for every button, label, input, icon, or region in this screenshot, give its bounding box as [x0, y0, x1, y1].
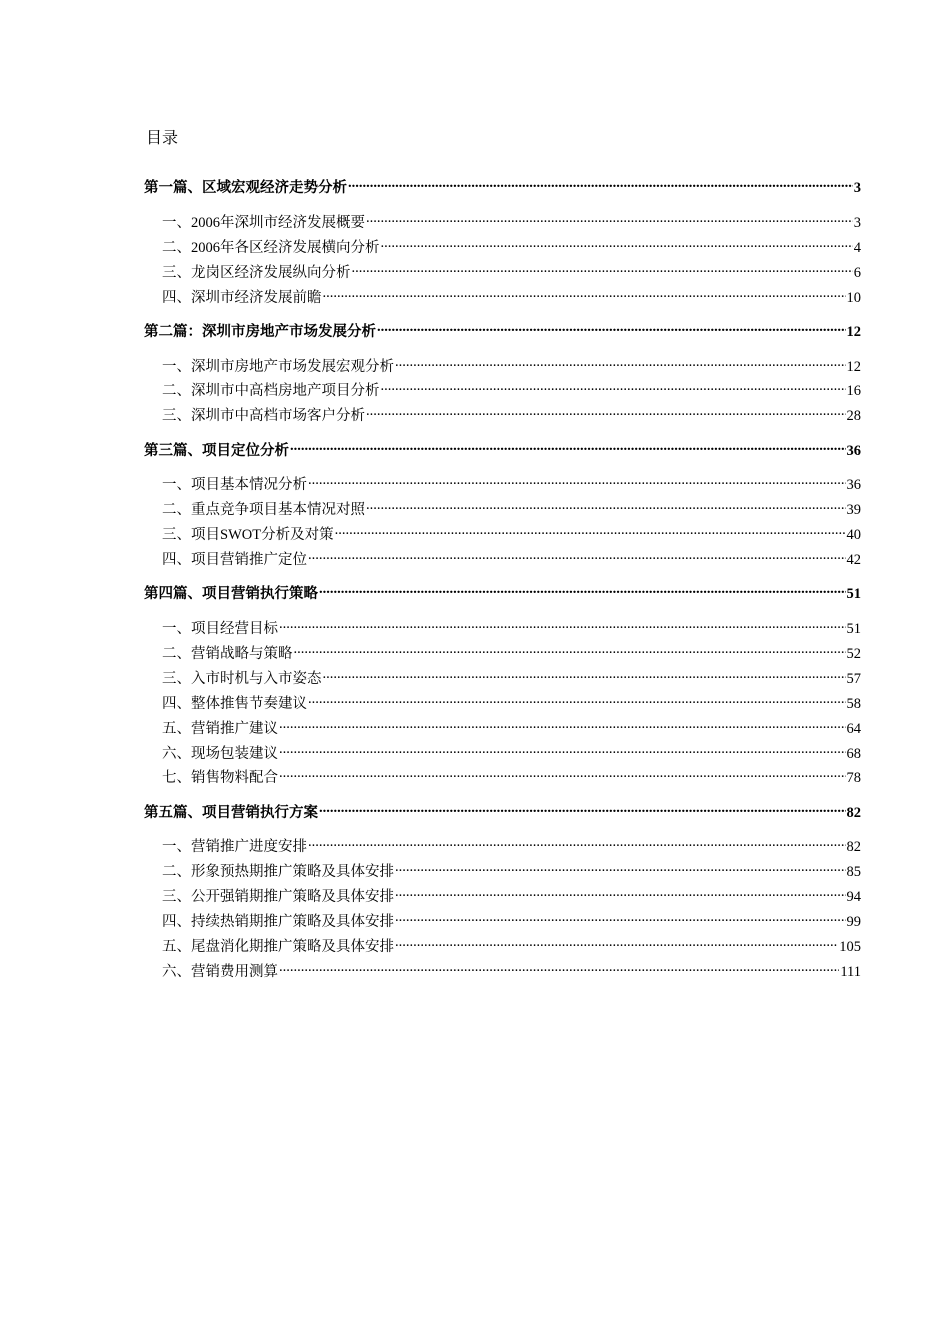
- dot-leader: [279, 740, 846, 758]
- dot-leader: [395, 353, 846, 371]
- toc-item[interactable]: [162, 764, 861, 786]
- toc-page-number: 82: [846, 839, 861, 855]
- toc-page-number: 78: [846, 770, 861, 786]
- dot-leader: [323, 284, 846, 302]
- dot-leader: [335, 521, 846, 539]
- toc-item[interactable]: [162, 715, 861, 737]
- toc-item-label: 四、整体推售节奏建议: [162, 696, 307, 712]
- dot-leader: [395, 858, 846, 876]
- toc-item[interactable]: [162, 640, 861, 662]
- toc-item-label: 二、形象预热期推广策略及具体安排: [162, 864, 394, 880]
- dot-leader: [377, 318, 846, 336]
- dot-leader: [395, 883, 846, 901]
- toc-page-number: 51: [846, 621, 861, 637]
- toc-item[interactable]: [162, 471, 861, 493]
- toc-page-number: 42: [846, 552, 861, 568]
- toc-page-number: 12: [846, 324, 861, 340]
- dot-leader: [308, 471, 846, 489]
- toc-item[interactable]: [162, 958, 861, 980]
- dot-leader: [381, 377, 846, 395]
- toc-item-label: 三、龙岗区经济发展纵向分析: [162, 265, 351, 281]
- toc-page-number: 28: [846, 408, 861, 424]
- toc-item-label: 一、2006年深圳市经济发展概要: [162, 215, 365, 231]
- toc-item[interactable]: [162, 521, 861, 543]
- dot-leader: [395, 908, 846, 926]
- toc-part-label: 第三篇、项目定位分析: [144, 443, 289, 459]
- toc-item-label: 四、持续热销期推广策略及具体安排: [162, 914, 394, 930]
- toc-page-number: 36: [846, 477, 861, 493]
- toc-item[interactable]: [162, 615, 861, 637]
- dot-leader: [319, 580, 846, 598]
- toc-item[interactable]: [162, 284, 861, 306]
- toc-item[interactable]: [162, 665, 861, 687]
- toc-page-number: 68: [846, 746, 861, 762]
- toc-item[interactable]: [162, 209, 861, 231]
- dot-leader: [279, 715, 846, 733]
- toc-page-number: 36: [846, 443, 861, 459]
- toc-item-label: 五、营销推广建议: [162, 721, 278, 737]
- toc-item[interactable]: [162, 377, 861, 399]
- toc-part-1[interactable]: [144, 174, 861, 196]
- toc-item-label: 二、2006年各区经济发展横向分析: [162, 240, 380, 256]
- toc-item-label: 四、深圳市经济发展前瞻: [162, 290, 322, 306]
- toc-item-label: 一、项目经营目标: [162, 621, 278, 637]
- toc-item[interactable]: [162, 690, 861, 712]
- dot-leader: [348, 174, 853, 192]
- toc-part-3[interactable]: [144, 437, 861, 459]
- toc-item-label: 三、公开强销期推广策略及具体安排: [162, 889, 394, 905]
- toc-item-label: 二、深圳市中高档房地产项目分析: [162, 383, 380, 399]
- toc-item[interactable]: [162, 259, 861, 281]
- toc-page-number: 6: [853, 265, 861, 281]
- toc-item-label: 五、尾盘消化期推广策略及具体安排: [162, 939, 394, 955]
- toc-item-label: 三、入市时机与入市姿态: [162, 671, 322, 687]
- dot-leader: [366, 402, 846, 420]
- toc-item[interactable]: [162, 496, 861, 518]
- toc-page-number: 16: [846, 383, 861, 399]
- dot-leader: [395, 933, 838, 951]
- toc-page-number: 94: [846, 889, 861, 905]
- toc-item-label: 二、重点竞争项目基本情况对照: [162, 502, 365, 518]
- toc-page-number: 3: [853, 180, 861, 196]
- toc-part-label: 第一篇、区域宏观经济走势分析: [144, 180, 347, 196]
- toc-item[interactable]: [162, 883, 861, 905]
- toc-title: 目录: [146, 130, 179, 147]
- toc-page-number: 10: [846, 290, 861, 306]
- dot-leader: [294, 640, 846, 658]
- dot-leader: [290, 437, 846, 455]
- toc-page-number: 58: [846, 696, 861, 712]
- dot-leader: [279, 764, 846, 782]
- toc-page-number: 105: [839, 939, 861, 955]
- dot-leader: [323, 665, 846, 683]
- dot-leader: [308, 690, 846, 708]
- toc-page-number: 82: [846, 805, 861, 821]
- toc-item[interactable]: [162, 933, 861, 955]
- toc-page-number: 85: [846, 864, 861, 880]
- toc-item-label: 六、营销费用测算: [162, 964, 278, 980]
- toc-page-number: 99: [846, 914, 861, 930]
- toc-page-number: 52: [846, 646, 861, 662]
- toc-item-label: 一、深圳市房地产市场发展宏观分析: [162, 359, 394, 375]
- toc-item-label: 一、项目基本情况分析: [162, 477, 307, 493]
- toc-page-number: 57: [846, 671, 861, 687]
- toc-page-number: 64: [846, 721, 861, 737]
- toc-page-number: 3: [853, 215, 861, 231]
- dot-leader: [366, 496, 846, 514]
- toc-part-5[interactable]: [144, 799, 861, 821]
- toc-page-number: 51: [846, 586, 861, 602]
- toc-item[interactable]: [162, 234, 861, 256]
- toc-page-number: 111: [840, 964, 861, 980]
- dot-leader: [319, 799, 846, 817]
- toc-item[interactable]: [162, 858, 861, 880]
- dot-leader: [279, 958, 839, 976]
- toc-item-label: 七、销售物料配合: [162, 770, 278, 786]
- toc-part-2[interactable]: [144, 318, 861, 340]
- toc-part-label: 第五篇、项目营销执行方案: [144, 805, 318, 821]
- dot-leader: [366, 209, 853, 227]
- toc-page-number: 4: [853, 240, 861, 256]
- toc-item-label: 四、项目营销推广定位: [162, 552, 307, 568]
- toc-item-label: 二、营销战略与策略: [162, 646, 293, 662]
- toc-item[interactable]: [162, 546, 861, 568]
- toc-item[interactable]: [162, 833, 861, 855]
- toc-part-4[interactable]: [144, 580, 861, 602]
- toc-page-number: 12: [846, 359, 861, 375]
- toc-item[interactable]: [162, 402, 861, 424]
- toc-item[interactable]: [162, 740, 861, 762]
- toc-item-label: 三、项目SWOT分析及对策: [162, 527, 334, 543]
- toc-page-number: 39: [846, 502, 861, 518]
- toc-item-label: 一、营销推广进度安排: [162, 839, 307, 855]
- toc-part-label: 第二篇：深圳市房地产市场发展分析: [144, 324, 376, 340]
- dot-leader: [308, 833, 846, 851]
- toc-item-label: 三、深圳市中高档市场客户分析: [162, 408, 365, 424]
- toc-page-number: 40: [846, 527, 861, 543]
- toc-item[interactable]: [162, 353, 861, 375]
- toc-part-label: 第四篇、项目营销执行策略: [144, 586, 318, 602]
- dot-leader: [381, 234, 853, 252]
- dot-leader: [308, 546, 846, 564]
- dot-leader: [352, 259, 853, 277]
- toc-item[interactable]: [162, 908, 861, 930]
- toc-item-label: 六、现场包装建议: [162, 746, 278, 762]
- dot-leader: [279, 615, 846, 633]
